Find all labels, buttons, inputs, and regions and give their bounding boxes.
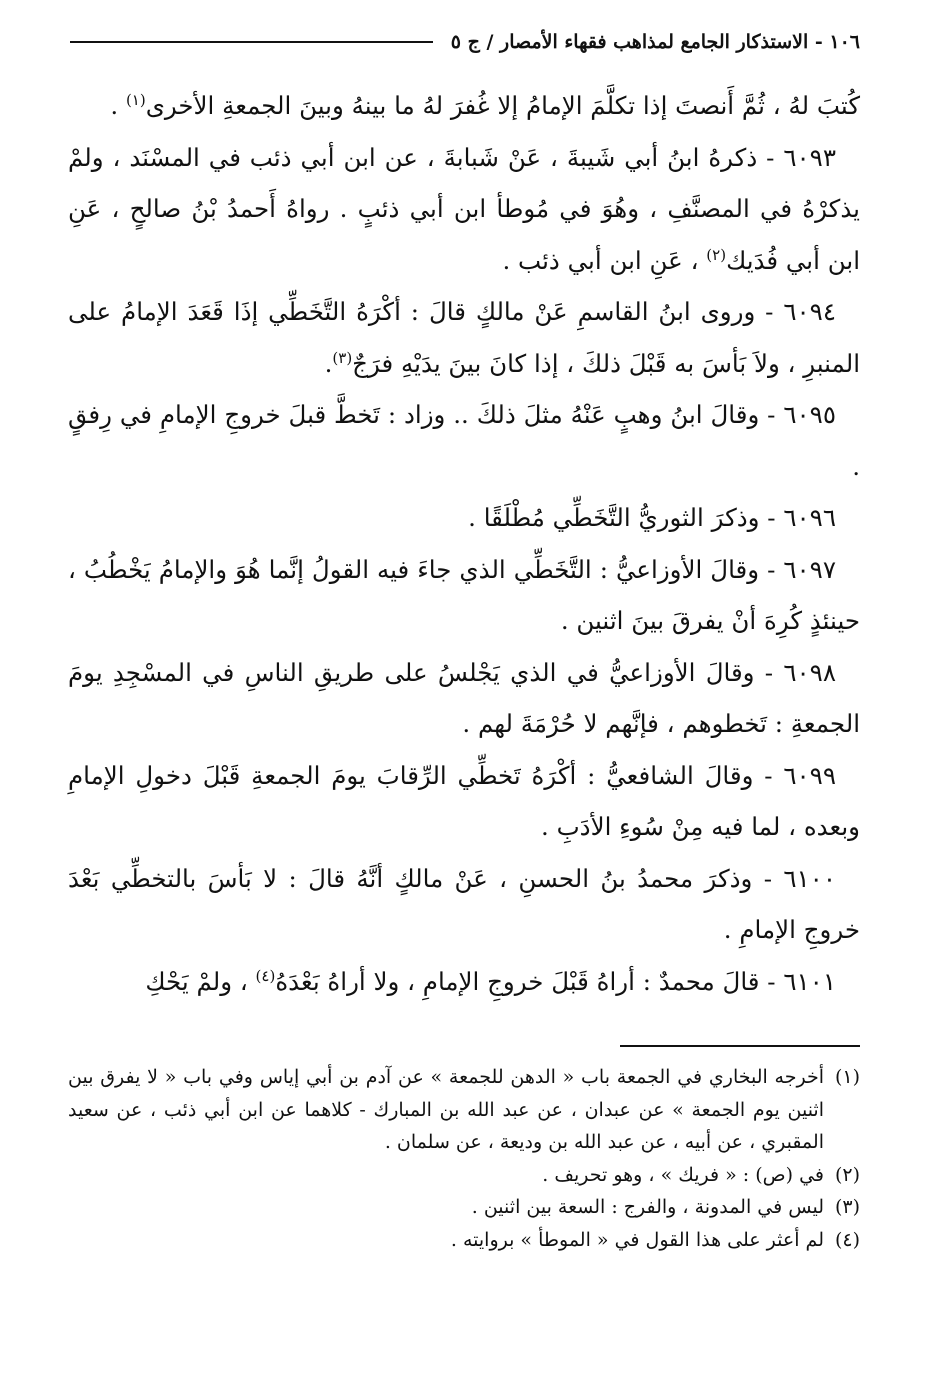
paragraph-text: ٦٠٩٨ - وقالَ الأوزاعيُّ في الذي يَجْلسُ على طريقِ الناسِ في المسْجِدِ يومَ الجمعةِ : تَخطوهم ، فإنَّهم لا حُرْمَةَ لهم . [68,657,860,738]
footnote-number: (١) [834,1066,860,1088]
footnote-number: (٣) [834,1196,860,1218]
footnote-item [68,1159,860,1192]
paragraph-6094 [68,286,860,389]
paragraph-6100 [68,853,860,956]
footnote-reference: (٢) [706,245,727,264]
footnote-separator [620,1045,860,1047]
footnote-item [68,1224,860,1257]
paragraph-text: ٦١٠٠ - وذكرَ محمدُ بنُ الحسنِ ، عَنْ مالكٍ أنَّهُ قالَ : لا بَأسَ بالتخطِّي بَعْدَ خروجِ الإمامِ . [68,863,860,944]
running-title: ١٠٦ - الاستذكار الجامع لمذاهب فقهاء الأمصار / ج ٥ [450,31,860,53]
main-text [68,80,860,1007]
header-rule [70,41,433,43]
footnote-text: لم أعثر على هذا القول في « الموطأ » بروايته . [450,1228,824,1251]
paragraph-text: ٦٠٩٦ - وذكرَ الثوريُّ التَّخَطِّي مُطْلَقًا . [468,503,836,532]
paragraph-6096 [68,492,860,544]
paragraph-text: ٦٠٩٣ - ذكرهُ ابنُ أبي شَيبةَ ، عَنْ شَبابةَ ، عن ابن أبي ذئب في المسْنَد ، ولمْ يذكرْهُ في المصنَّفِ ، وهُوَ في مُوطأ ابن أبي ذئبٍ . رواهُ أَحمدُ بْنُ صالحٍ ، عَنِ ابن أبي فُدَيك [68,142,860,275]
footnote-number: (٤) [834,1228,860,1251]
paragraph-text: ٦١٠١ - قالَ محمدٌ : أراهُ قَبْلَ خروجِ الإمامِ ، ولا أراهُ بَعْدَهُ [275,966,836,996]
paragraph-text: ٦٠٩٩ - وقالَ الشافعيُّ : أكْرَهُ تَخطِّي الرِّقابَ يومَ الجمعةِ قَبْلَ دخولِ الإمامِ وبعده ، لما فيه مِنْ سُوءِ الأدَبِ . [68,760,860,841]
footnote-item [68,1061,860,1159]
paragraph-6095 [68,389,860,492]
paragraph-continuation [68,80,860,132]
paragraph-tail: ، ولمْ يَحْكِ [145,966,256,996]
paragraph-6097 [68,544,860,647]
paragraph-6099 [68,750,860,853]
paragraph-text: ٦٠٩٤ - وروى ابنُ القاسمِ عَنْ مالكٍ قالَ : أكْرَهُ التَّخَطِّي إذَا قَعَدَ الإمامُ على المنبرِ ، ولاَ بَأسَ به قَبْلَ ذلكَ ، إذا كانَ بينَ يدَيْهِ فرَجٌ [68,297,860,378]
footnote-reference: (١) [125,90,146,109]
paragraph-tail: . [110,91,126,120]
book-page [68,20,860,1360]
paragraph-6101 [68,956,860,1008]
paragraph-text: ٦٠٩٧ - وقالَ الأوزاعيُّ : التَّخَطِّي الذي جاءَ فيه القولُ إنَّما هُوَ والإمامُ يَخْطُبُ ، حينئذٍ كُرِهَ أنْ يفرقَ بينَ اثنين . [68,554,860,635]
footnote-text: ليس في المدونة ، والفرج : السعة بين اثنين . [471,1196,824,1218]
footnote-text: أخرجه البخاري في الجمعة باب « الدهن للجمعة » عن آدم بن أبي إياس وفي باب « لا يفرق بين اثنين يوم الجمعة » عن عبدان ، عن عبد الله بن المبارك - كلاهما عن ابن أبي ذئب ، عن سعيد المقبري ، عن أبيه ، عن عبد الله بن وديعة ، عن سلمان . [68,1066,824,1153]
footnotes [68,1061,860,1256]
paragraph-6098 [68,647,860,750]
paragraph-text: كُتبَ لهُ ، ثُمَّ أَنصتَ إذا تكلَّمَ الإمامُ إلا غُفرَ لهُ ما بينهُ وبينَ الجمعةِ الأخرى [145,91,860,120]
footnote-reference: (٣) [332,348,353,367]
paragraph-tail: ، عَنِ ابن أبي ذئب . [502,245,707,275]
footnote-text: في (ص) : « فريك » ، وهو تحريف . [542,1163,824,1186]
paragraph-text: ٦٠٩٥ - وقالَ ابنُ وهبٍ عَنْهُ مثلَ ذلكَ .. وزاد : تَخطَّ قبلَ خروجِ الإمامِ في رِفقٍ . [68,400,860,481]
paragraph-6093 [68,132,860,287]
footnote-reference: (٤) [255,966,276,985]
paragraph-tail: . [324,348,333,378]
footnote-item [68,1191,860,1224]
footnote-number: (٢) [834,1163,860,1186]
running-header [68,20,860,64]
